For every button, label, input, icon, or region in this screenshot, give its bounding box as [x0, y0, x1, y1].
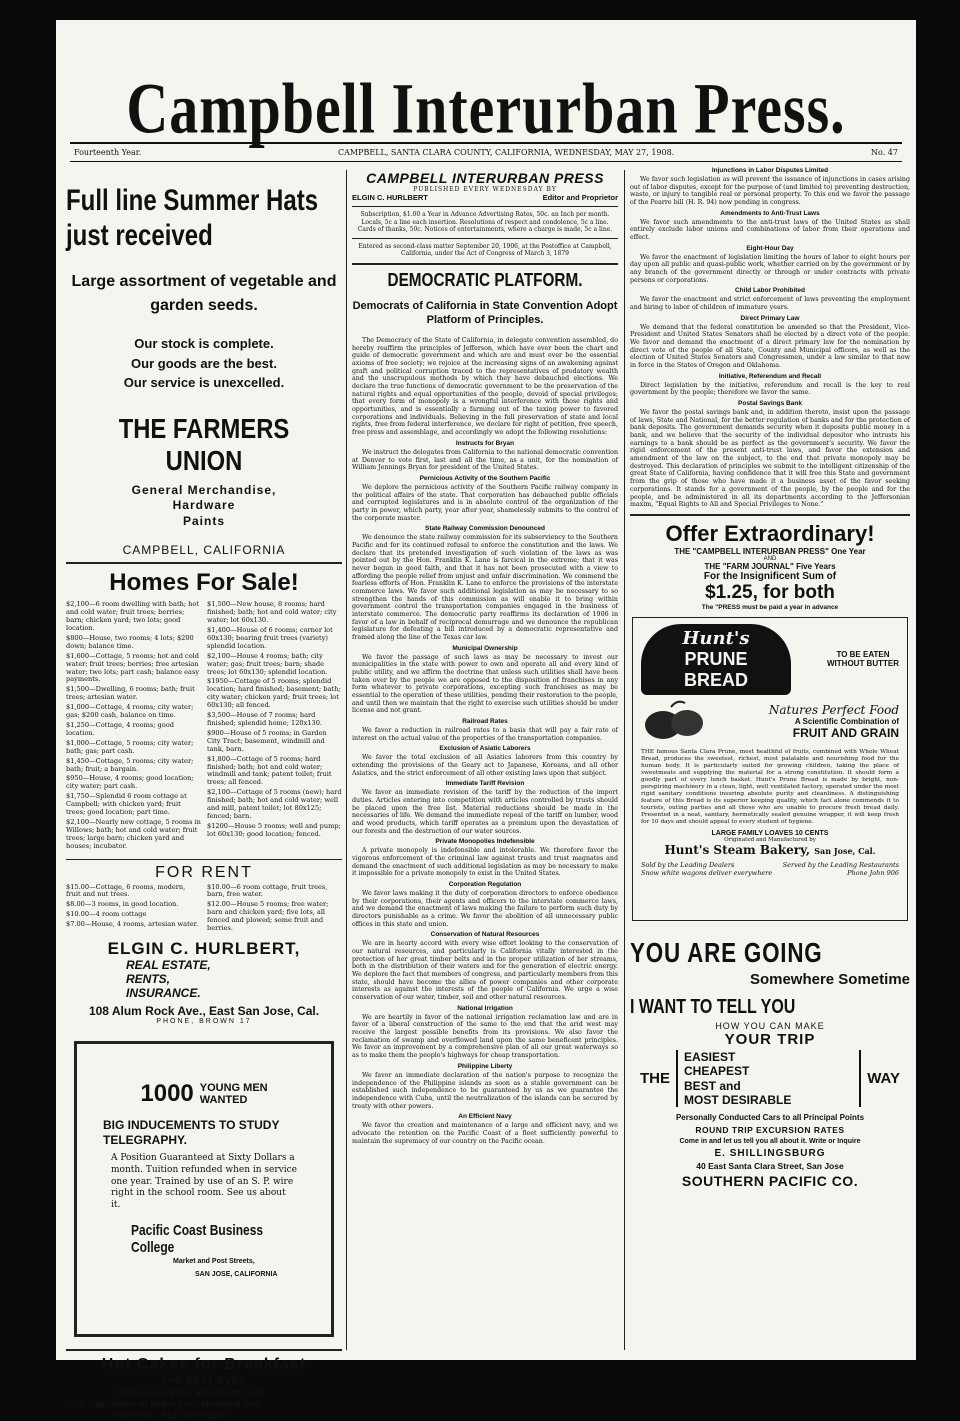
section-heading: State Railway Commission Denounced [425, 525, 545, 533]
homes-right-column [207, 601, 342, 852]
section-heading: Direct Primary Law [740, 314, 800, 322]
listing-item: $1,000—Cottage, 5 rooms; city water; bath; gas; part cash. [66, 738, 194, 755]
issue-date: CAMPBELL, SANTA CLARA COUNTY, CALIFORNIA, WEDNESDAY, MAY 27, 1908. [338, 148, 675, 157]
bread-footer [641, 861, 899, 877]
stock-line-3: Our service is unexcelled. [123, 375, 285, 390]
section-heading: Injunctions in Labor Disputes Limited [711, 167, 829, 174]
listing-item: $1950—Cottage of 5 rooms; splendid location; hard finished; basement; bath; city water; chicken yard; fruit trees; lot 60x130; all fenced. [207, 677, 341, 710]
hotcakes-title: Hot Cakes for Breakfast [101, 1356, 307, 1374]
store-sub-3: Paints [182, 513, 225, 528]
bread-eaten [827, 650, 899, 669]
travel-the: THE [640, 1070, 670, 1088]
section-heading: Postal Savings Bank [738, 400, 802, 408]
bread-combo: A Scientific Combination of [794, 717, 899, 727]
press-editor: ELGIN C. HURLBERT [352, 193, 428, 202]
store-sub-2: Hardware [172, 498, 236, 513]
travel-conducted: Personally Conducted Cars to all Principal Points [675, 1113, 865, 1123]
bread-bakery: Hunt's Steam Bakery, [664, 842, 811, 857]
travel-line-3: I WANT TO TELL YOU [630, 995, 796, 1018]
section-paragraph: We instruct the delegates from California to the national democratic convention at Denver to vote first, last and all the time, as a unit, for the nomination of William Jennings Bryan for president of the United States. [352, 448, 618, 472]
listing-item: $1200—House 5 rooms; well and pump; lot 60x130; good location; fenced. [207, 821, 341, 838]
section-paragraph: We denounce the state railway commission for its subserviency to the Southern Pacific and for its continued refusal to enforce the constitution and the laws. We declare that its pretended investigation of such violation of the laws as was pointed out by the Hon. Franklin K. Lane is farcical in the extreme; that it was never begun in good faith, and that it has not been prosecuted with a view to affording the people relief from unjust and unfair discrimination. We commend the fearless efforts of Hon. Franklin K. Lane to enforce the provisions of the interstate commerce laws. We favor such additional legislation as may be necessary to so strengthen the hands of this commission as will enable it to bring within government control the transportation companies engaged in the business of interstate commerce. The democratic party reaffirms its declaration of 1906 in favor of a law in behalf of reciprocal demurrage and we denounce the republican legislature for defeating a bill introduced by a democratic representative and framed along the line of the Texas car law. [352, 534, 618, 641]
listing-item: $3,500—House of 7 rooms; hard finished; splendid home; 120x130. [207, 711, 323, 727]
listing-item: $950—House, 4 rooms; good location; city water; part cash. [66, 774, 194, 791]
hotcakes-text [112, 1388, 264, 1420]
store-name: THE FARMERS UNION [118, 412, 290, 476]
travel-round: ROUND TRIP EXCURSION RATES [695, 1125, 845, 1136]
listing-item: $2,100—House 4 rooms; bath; city water; gas; fruit trees; barn; shade trees; lot 60x130; splendid location. [207, 651, 328, 676]
section-heading: An Efficient Navy [458, 1113, 512, 1121]
section-heading: Instructs for Bryan [455, 439, 515, 447]
travel-address: 40 East Santa Clara Street, San Jose [696, 1161, 844, 1172]
issue-number: No. 47 [871, 148, 898, 157]
travel-agent: E. SHILLINGSBURG [714, 1148, 826, 1160]
bread-eaten-1: TO BE EATEN [836, 649, 890, 659]
offer-and: AND [763, 555, 777, 562]
platform-article [352, 270, 618, 1146]
section-heading: Railroad Rates [462, 717, 508, 725]
bread-footer-4: Phone John 906 [847, 868, 899, 877]
press-published: PUBLISHED EVERY WEDNESDAY BY [413, 186, 557, 193]
bread-footer-2: Served by the Leading Restaurants [782, 860, 899, 869]
hats-headline: Full line Summer Hats just received [66, 184, 319, 252]
hotcakes-ad [66, 1356, 342, 1420]
homes-for-sale [66, 569, 342, 854]
listing-item: $1,600—Cottage, 5 rooms; hot and cold water; fruit trees; berries; free artesian water; two lots; part cash; balance easy payments. [66, 651, 200, 684]
brand-logo-icon: ❧ [92, 1395, 106, 1415]
rent-title: FOR RENT [155, 863, 253, 881]
section-heading: Exclusion of Asiatic Laborers [439, 745, 531, 753]
section-paragraph: We are heartily in favor of the national irrigation reclamation law and are in favor of a liberal construction of the same to the end that the arid west may receive the largest possible benefits from its provisions. We also favor the reclamation of swamp and overflowed land upon the same beneficent principles. We favor an improvement by a comprehensive plan of all our great waterways so as to make them the people's highways for cheap transportation. [352, 1013, 618, 1060]
press-title: CAMPBELL INTERURBAN PRESS [366, 170, 604, 186]
travel-line-4: HOW YOU CAN MAKE [715, 1020, 825, 1031]
telegraphy-ad [74, 1041, 334, 1337]
platform-subhead: Democrats of California in State Convention Adopt Platform of Principles. [352, 299, 618, 326]
section-paragraph: We are in hearty accord with every wise effort looking to the conservation of our natural resources, and particularly is California vitally interested in the protection of her great timber belts and in the proper utilization of her streams, both in the distribution of their waters and for the generation of electric energy. We deplore the fact that members of congress, and particularly members from this state, should have become the allies of power companies and other corporate interests as against the interests of the people of California. We urge a wise conservation of our water, timber, soil and other natural resources. [352, 940, 618, 1002]
homes-listings [66, 601, 342, 854]
press-entered: Entered as second-class matter September 20, 1906, at the Postoffice at Campbell, California, under the Act of Congress of March 3, 1879 [358, 242, 612, 257]
section-heading: Initiative, Referendum and Recall [718, 372, 822, 380]
section-paragraph: Direct legislation by the initiative, referendum and recall is the key to real government by the people; therefore we favor the same. [630, 381, 910, 397]
hotcakes-grocers: ALL GROCERS [161, 1409, 227, 1420]
rent-address: 108 Alum Rock Ave., East San Jose, Cal. [88, 1004, 320, 1019]
hotcakes-use: USE [66, 1399, 87, 1411]
rent-agent: ELGIN C. HURLBERT, [107, 939, 301, 958]
section-paragraph: We demand that the federal constitution be amended so that the President, Vice-President and United States Senators shall be elected by a direct vote of the people. We favor and demand the enactment of a direct primary law for the nomination by direct vote of the people of all State, County and Municipal officers, as well as the election of United States Senators and Congressmen, under a law similar to that now in force in the States of Oregon and Oklahoma. [630, 323, 910, 370]
section-heading: National Irrigation [457, 1004, 513, 1012]
bread-fruit: FRUIT AND GRAIN [792, 726, 899, 741]
listing-item: $900—House of 5 rooms; in Garden City Tract; basement, windmill and tank, barn. [207, 728, 327, 753]
section-heading: Philippine Liberty [457, 1062, 513, 1070]
rent-left-column [66, 884, 201, 935]
listing-item: $15.00—Cottage, 6 rooms, modern, fruit and nut trees. [66, 882, 186, 899]
dateline [70, 142, 902, 162]
section-heading: Corporation Regulation [448, 881, 522, 889]
college-street: Market and Post Streets, [173, 1257, 255, 1265]
bread-mid [641, 699, 899, 745]
right-column [630, 164, 910, 1350]
travel-way: WAY [867, 1070, 900, 1088]
telegraphy-header [103, 1080, 305, 1108]
middle-column [352, 170, 618, 1350]
travel-opt-2: CHEAPEST [684, 1064, 750, 1079]
section-paragraph: We favor the enactment and strict enforcement of laws preventing the employment and hiring to labor of children of immature years. [630, 296, 910, 312]
section-heading: Pernicious Activity of the Southern Pacific [419, 474, 551, 482]
offer-line-2: THE "FARM JOURNAL" Five Years [704, 561, 836, 571]
press-editor-role: Editor and Proprietor [542, 193, 618, 202]
hotcakes-line-2: Water or Milk—Pure, Healthful and [111, 1399, 260, 1410]
press-editor-line [352, 193, 618, 202]
travel-company: SOUTHERN PACIFIC CO. [681, 1173, 859, 1190]
travel-line-5: YOUR TRIP [724, 1030, 816, 1048]
masthead-title: Campbell Interurban Press. [126, 67, 846, 149]
section-heading: Amendments to Anti-Trust Laws [720, 209, 820, 217]
listing-item: $2,100—6 room dwelling with bath; hot and cold water; fruit trees; berries; barn; chicken yard; two lots; good location. [66, 600, 200, 632]
hotcakes-line-3: Delicious. [111, 1409, 155, 1420]
bread-eaten-2: WITHOUT BUTTER [827, 659, 899, 669]
section-heading: Immediate Tariff Revision [445, 780, 525, 788]
travel-come: Come in and let us tell you all about it. Write or Inquire [679, 1138, 861, 1146]
listing-item: $800—House, two rooms; 4 lots; $200 down; balance time. [66, 633, 194, 650]
section-paragraph: We favor the enactment of legislation limiting the hours of labor to eight hours per day upon all public and quasi-public work, whether carried on by the government or by any branch of the government directly or through or under contracts with private persons or corporations. [630, 253, 910, 284]
section-paragraph: We favor an immediate declaration of the nation's purpose to recognize the independence of the Philippine islands as soon as a stable government can be established such independence to be guaranteed by us as we guarantee the independence with Cuba, until the neutralization of the islands can be secured by treaty with other powers. [352, 1071, 618, 1110]
section-heading: Conservation of Natural Resources [430, 931, 540, 939]
listing-item: $1,000—Cottage, 4 rooms; city water; gas; $200 cash, balance on time. [66, 703, 194, 720]
seeds-text: Large assortment of vegetable and garden seeds. [71, 273, 337, 314]
section-paragraph: We deplore the pernicious activity of the Southern Pacific railway company in the political affairs of the state. That corporation has debauched public officials and corrupted legislatures and is in absolute control of the organization of the party in power, which party, year after year, shamelessly submits to the control of the corporate master. [352, 483, 618, 522]
bread-logo [641, 624, 791, 695]
bread-origin: Originated and Manufactured by [724, 836, 816, 843]
hotcakes-best: THE BEST EVER [161, 1376, 247, 1387]
travel-opt-1: EASIEST [684, 1049, 736, 1064]
platform-intro: The Democracy of the State of California, in delegate convention assembled, do hereby reaffirm the principles of Jefferson, which have ever been the chart and guide of democratic government and which are and must ever be the essential axioms of free society; we rejoice at the increasing signs of an awakening against graft and political corruption traced to the representatives of predatory wealth and the unscrupulous methods by which they have debauched elections. We declare the true functions of democratic government to be the preservation of the natural rights and equal opportunities of the people, devoid of special privileges; that every form of monopoly is a wrongful interference with those rights and opportunities, and is essentially a farming out of the taxing power to favored corporations and individuals. Believing in the full preservation of state and local rights, free from federal interference, we declare for right of petition, free speech, free press and assemblage, and accordingly we adopt the following resolutions: [352, 337, 618, 437]
listing-item: $2,100—Cottage of 5 rooms (new); hard finished; bath; hot and cold water; well and mill, patent toilet; lot 80x125; fenced; barn. [207, 788, 342, 820]
section-paragraph: We favor the postal savings bank and, in addition thereto, insist upon the passage of laws, State and National, for the better regulation of banks and for the protection of bank deposits. The government demands security when it deposits public money in a bank, and we believe that the security of the individual depositor who intrusts his earnings to a bank should be as perfect as the government's security. We favor the rigid enforcement of the present anti-trust laws, and favor the extension and amendment of the law on the subject, to the end that private monopoly may be destroyed. This declaration of principles we submit to the intelligent citizenship of the great State of California, having confidence that it will free this State and government from the grip of those who have made it a business asset of the favor seeking corporations. It stands for a government of the people, by the people and for the people, and be administered in all its departments according to the Jeffersonian maxim, "Equal Rights to All and Special Privileges to None." [630, 409, 910, 509]
hotcakes-line-1: 3 B. Pancake Flour Mixed with Cold [111, 1388, 264, 1399]
bread-product: PRUNE BREAD [683, 648, 748, 690]
bread-bakery-city: San Jose, Cal. [814, 845, 876, 856]
homes-title: Homes For Sale! [109, 569, 299, 597]
bread-footer-1: Sold by the Leading Dealers [641, 860, 735, 869]
section-paragraph: A private monopoly is indefensible and intolerable. We therefore favor the vigorous enforcement of the criminal law against trusts and trust magnates and demand the enactment of such additional legislation as may be necessary to make it impossible for a private monopoly to exist in the United States. [352, 847, 618, 878]
prune-fruit-icon [641, 699, 711, 745]
listing-item: $10.00—6 room cottage, fruit trees, barn, free water. [207, 882, 328, 899]
platform-headline: DEMOCRATIC PLATFORM. [387, 269, 583, 290]
listing-item: $1,500—New house, 8 rooms; hard finished; bath; hot and cold water; city water; lot 60x130. [207, 600, 337, 625]
offer-line-1: THE "CAMPBELL INTERURBAN PRESS" One Year [674, 546, 866, 556]
bread-brand: Hunt's [682, 627, 750, 649]
section-paragraph: We favor the passage of such laws as may be necessary to invest our municipalities in the state with power to own and operate all and every kind of public utility, and we affirm the doctrine that unless such utilities shall have been taken over by the people we are opposed to the disposition of franchises in any form whatever to private corporations, excepting such franchises as may be essential to the operation of these utilities, pending their restoration to the people, and until then we maintain that the right to exercise such utilities should be under license and not grant. [352, 653, 618, 715]
rent-biz-2: RENTS, [126, 971, 171, 986]
bread-body: THE famous Santa Clara Prune, most healthful of fruits, combined with Whole Wheat Bread, produces the sweetest, richest, most palatable and nourishing food for the human body. It is particularly suited for growing children, taking the place of sweetmeats and supplying the material for a strong constitution. It should form a goodly part of every lunch basket. Hunt's Prune Bread is made by bright, non-perspiring machinery in a clean, light, well ventilated factory, operated under the most rigid sanitary conditions insuring absolute purity and cleanliness. A distinguishing feature of this Bread is its superior keeping quality, which fact alone commends it to tourists, outing parties and all those who are unable to procure fresh bread daily. Presented in a neat, sanitary, hermetically sealed genuine wrapper, it will keep fresh for 10 days and should appeal to every student of hygiene. [641, 748, 899, 826]
section-paragraph: We favor laws making it the duty of corporation directors to enforce obedience by their corporations, their agents and officers to the interstate commerce laws, and we demand the enactment of laws making the failure to perform such duty by directors punishable as a crime. We favor the abolition of all unnecessary public offices in this state and union. [352, 890, 618, 928]
travel-opt-4: MOST DESIRABLE [684, 1093, 792, 1108]
section-heading: Municipal Ownership [452, 644, 518, 652]
newspaper-page [56, 20, 916, 1420]
section-paragraph: We favor the creation and maintenance of a large and efficient navy, and we advocate the retention on the Pacific Coast of a fleet sufficiently powerful to maintain the supremacy of our country on the Pacific ocean. [352, 1122, 618, 1145]
listing-item: $2,100—Nearly new cottage, 5 rooms in Willows; bath; hot and cold water; fruit trees; large barn; chicken yard and houses; incubator. [66, 817, 201, 850]
college-name: Pacific Coast Business College [131, 1221, 264, 1256]
store-city: CAMPBELL, CALIFORNIA [122, 543, 286, 558]
rent-biz-1: REAL ESTATE, [126, 958, 211, 972]
listing-item: $12.00—House 5 rooms; free water; barn and chicken yard; five lots, all fenced and plowed; some fruit and berries. [207, 900, 329, 933]
bread-footer-3: Snow white wagons deliver everywhere [641, 868, 773, 877]
bread-loaves: LARGE FAMILY LOAVES 10 CENTS [711, 829, 829, 837]
rent-business [66, 959, 342, 1000]
offer-note: The "PRESS must be paid a year in advance [701, 603, 839, 611]
hotcakes-body [66, 1388, 342, 1420]
college-city: SAN JOSE, CALIFORNIA [195, 1270, 278, 1278]
travel-option-list [676, 1050, 861, 1108]
press-box [352, 170, 618, 265]
store-departments [66, 483, 342, 530]
listing-item: $10.00—4 room cottage [66, 910, 147, 919]
section-paragraph: We favor an immediate revision of the tariff by the reduction of the import duties. Articles entering into competition with articles controlled by trusts should be placed upon the free list. Material reductions should be made in the necessaries of life. We demand the immediate repeal of the tariff on lumber, wood and wood products, which tariff operates as a premium upon the devastation of our forests and the destruction of our water sources. [352, 789, 618, 835]
telegraphy-inducements: BIG INDUCEMENTS TO STUDY TELEGRAPHY. [103, 1118, 280, 1147]
press-rates: Subscription, $1.00 a Year in Advance Advertising Rates, 50c. an Inch per month. Locals, 5c a line each insertion. Resolutions of respect and condolence, 5c a line. Cards of thanks, 50c. Notices of entertainments, where a charge is made, 5c a line. [357, 211, 613, 233]
listing-item: $1,800—Cottage of 5 rooms; hard finished; bath; hot and cold water; windmill and tank; patent toilet; fruit trees; all fenced. [207, 754, 332, 787]
travel-options [630, 1050, 910, 1108]
bread-tagline [711, 703, 899, 740]
bread-header [641, 624, 899, 695]
store-sub-1: General Merchandise, [131, 482, 277, 497]
rent-listings [66, 884, 342, 937]
travel-line-2: Somewhere Sometime [749, 970, 910, 988]
listing-item: $1,450—Cottage, 5 rooms; city water; bath; fruit; a bargain. [66, 756, 194, 773]
offer-line-3: For the Insignificent Sum of [703, 570, 837, 582]
section-heading: Private Monopolies Indefensible [435, 838, 535, 846]
offer-title: Offer Extraordinary! [665, 520, 875, 546]
travel-opt-3: BEST and [684, 1078, 741, 1093]
section-paragraph: We favor the total exclusion of all Asiatics laborers from this country by extending the provisions of the Geary act to Japanese, Koreans, and all other Asiatics, and the strict enforcement of all other existing laws upon that subject. [352, 754, 618, 777]
stock-line-2: Our goods are the best. [131, 355, 277, 371]
listing-item: $8.00—3 rooms, in good location. [66, 900, 179, 909]
listing-item: $1,250—Cottage, 4 rooms; good location. [66, 720, 174, 737]
listing-item: $1,750—Splendid 6 room cottage at Campbell; with chicken yard; fruit trees; good location; part time. [66, 792, 187, 817]
stock-lines [66, 334, 342, 393]
telegraphy-body: A Position Guaranteed at Sixty Dollars a month. Tuition refunded when in service one year. Trained by use of an S. P. wire right in the school room. See us about it. [111, 1153, 297, 1210]
homes-left-column [66, 601, 201, 852]
right-sections [630, 167, 910, 509]
section-heading: Child Labor Prohibited [734, 287, 806, 295]
travel-line-1: YOU ARE GOING [630, 936, 823, 968]
telegraphy-wanted-2: WANTED [199, 1094, 248, 1107]
section-paragraph: We favor such legislation as will prevent the issuance of injunctions in cases arising out of labor disputes, except for the purpose of (and limited to) preventing destruction, waste, or injury to tangible real or personal property. To this end we favor the passage of the Pearre bill (H. R. 94) now pending in congress. [630, 176, 910, 207]
listing-item: $1,500—Dwelling, 6 rooms; bath; fruit trees; artesian water. [66, 685, 195, 702]
bread-bakery-line [641, 843, 899, 857]
listing-item: $7.00—House, 4 rooms, artesian water. [66, 920, 199, 929]
rent-right-column [207, 884, 342, 935]
telegraphy-wanted [200, 1082, 268, 1106]
offer-price: $1.25, for both [705, 581, 835, 603]
platform-sections [352, 440, 618, 1145]
volume-year: Fourteenth Year. [74, 148, 142, 157]
section-paragraph: We favor a reduction in railroad rates to a basis that will pay a fair rate of interest on the actual value of the properties of the transportation companies. [352, 726, 618, 742]
stock-line-1: Our stock is complete. [134, 336, 274, 351]
offer-ad [630, 521, 910, 611]
bread-natures: Natures Perfect Food [768, 703, 899, 718]
prune-bread-ad [632, 617, 908, 921]
listing-item: $1,400—House of 6 rooms; corner lot 60x130; bearing fruit trees (variety) splendid location. [207, 626, 333, 650]
telegraphy-wanted-1: YOUNG MEN [199, 1082, 268, 1095]
for-rent [66, 864, 342, 1026]
left-column [66, 170, 342, 1420]
travel-ad [630, 937, 910, 1190]
rent-biz-3: INSURANCE. [126, 985, 201, 1000]
rent-phone: PHONE, BROWN 17 [156, 1018, 252, 1026]
section-heading: Eight-Hour Day [746, 244, 794, 252]
hats-ad [66, 170, 342, 557]
section-paragraph: We favor such amendments to the anti-trust laws of the United States as shall entirely exclude labor unions and combinations of labor from their operations and effect. [630, 218, 910, 242]
telegraphy-number: 1000 [140, 1080, 194, 1108]
